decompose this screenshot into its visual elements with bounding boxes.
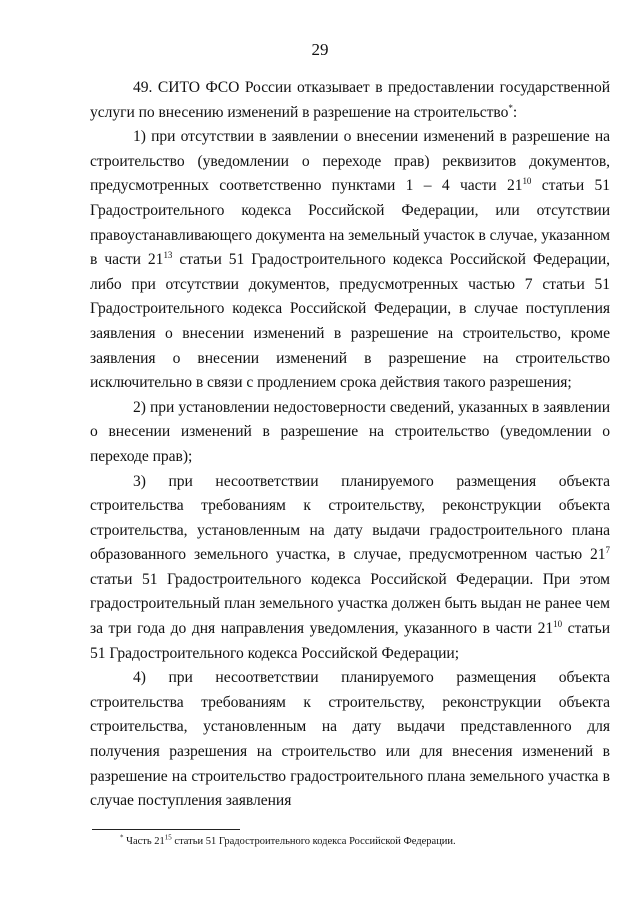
footnote-divider — [92, 829, 240, 830]
paragraph-item-4 — [90, 666, 610, 814]
superscript: 10 — [522, 176, 532, 187]
superscript: 13 — [163, 249, 173, 260]
paragraph-item-3 — [90, 470, 610, 667]
text-run: 3) при несоответствии планируемого размещения объекта строительства требованиям к строительству, реконструкции объекта строительства, установленным на дату выдачи градостроительного плана образованного земельного участка, в случае, предусмотренном частью 21 — [90, 472, 610, 564]
superscript: 15 — [164, 833, 172, 842]
paragraph-item-2 — [90, 396, 610, 470]
paragraph-49 — [90, 76, 610, 125]
text-run: Часть 21 — [123, 836, 165, 847]
text-run: статьи 51 Градостроительного кодекса Российской Федерации. При этом градостроительный план земельного участка должен быть выдан не ранее чем за три года до дня направления уведомления, указанного в части 21 — [90, 570, 610, 638]
page-number: 29 — [311, 40, 329, 59]
text-run: статьи 51 Градостроительного кодекса Российской Федерации; — [90, 620, 611, 662]
text-run: 1) при отсутствии в заявлении о внесении изменений в разрешение на строительство (уведомлении о переходе прав) реквизитов документов, предусмотренных соответственно пунктами 1 – 4 части 21 — [90, 128, 610, 195]
superscript: 10 — [553, 618, 563, 629]
text-run: 49. СИТО ФСО России отказывает в предоставлении государственной услуги по внесению изменений в разрешение на строительство — [90, 79, 610, 121]
text-run: статьи 51 Градостроительного кодекса Российской Федерации. — [171, 836, 456, 847]
footnote — [120, 835, 600, 849]
superscript: * — [508, 102, 513, 113]
paragraph-item-1 — [90, 125, 610, 396]
text-run: статьи 51 Градостроительного кодекса Российской Федерации, или отсутствии правоустанавливающего документа на земельный участок в случае, указанном в части 21 — [90, 177, 611, 269]
text-run: статьи 51 Градостроительного кодекса Российской Федерации, либо при отсутствии документов, предусмотренных частью 7 статьи 51 Градостроительного кодекса Российской Федерации, в случае поступления заявления о внесении изменений в разрешение на строительство, кроме заявления о внесении изменений в разрешение на строительство исключительно в связи с продлением срока действия такого разрешения; — [90, 251, 610, 392]
superscript: 7 — [605, 545, 610, 556]
text-run: 2) при установлении недостоверности сведений, указанных в заявлении о внесении изменений в разрешение на строительство (уведомлении о переходе прав); — [90, 398, 610, 465]
superscript: * — [120, 833, 124, 842]
text-run: 4) при несоответствии планируемого размещения объекта строительства требованиям к строительству, реконструкции объекта строительства, установленным на дату выдачи представленного для получения разрешения на строительство или для внесения изменений в разрешение на строительство градостроительного плана земельного участка в случае поступления заявления — [90, 669, 610, 810]
document-body — [90, 76, 610, 814]
text-run: : — [512, 103, 518, 121]
